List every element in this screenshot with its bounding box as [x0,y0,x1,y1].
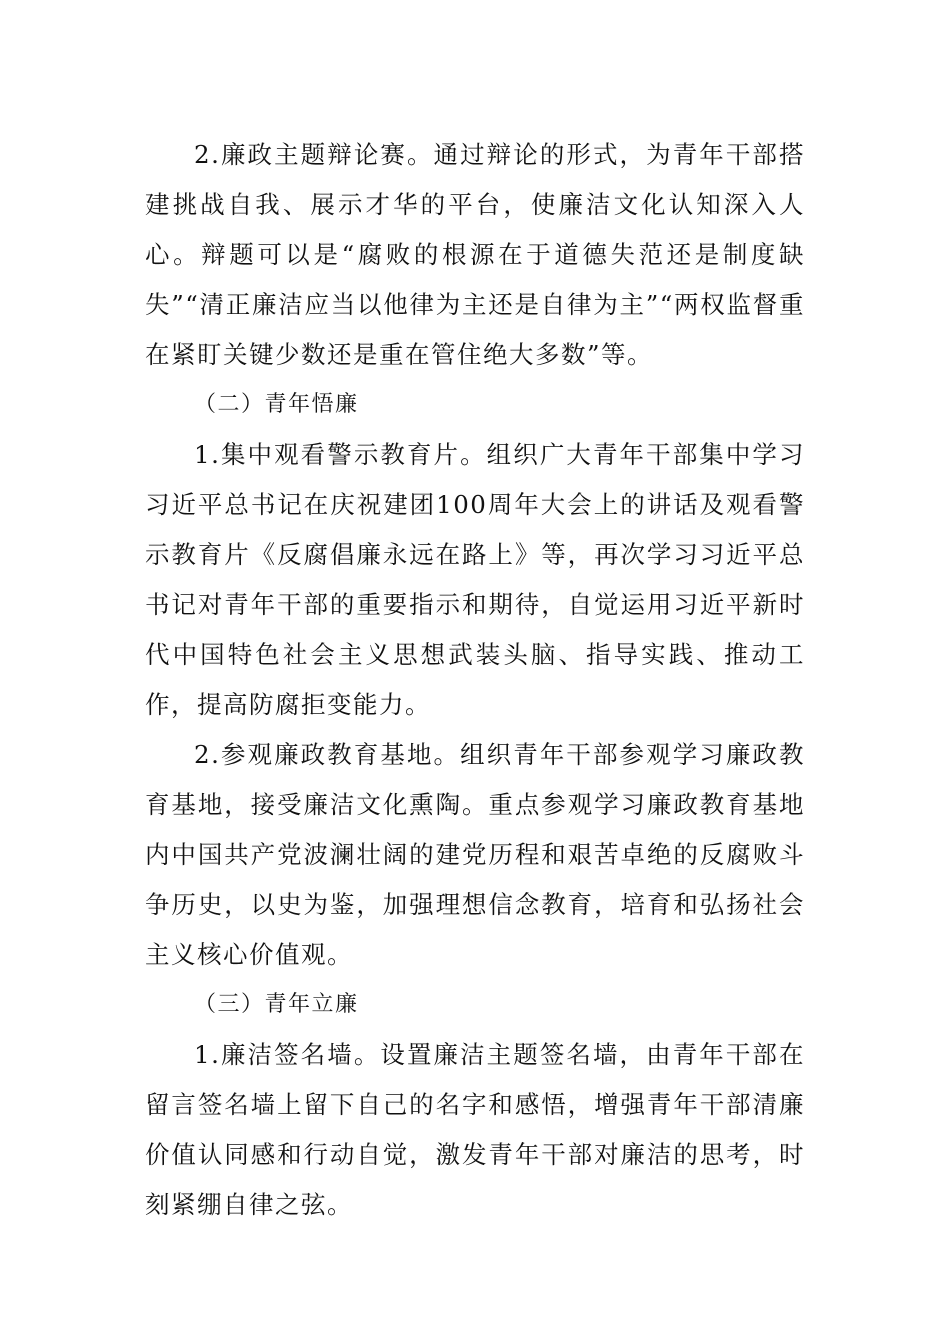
document-page [145,130,805,1230]
para-signature-wall: 1.廉洁签名墙。设置廉洁主题签名墙，由青年干部在留言签名墙上留下自己的名字和感悟，增强青年干部清廉价值认同感和行动自觉，激发青年干部对廉洁的思考，时刻紧绷自律之弦。 [145,1040,805,1219]
heading-youth-understand-integrity: （二）青年悟廉 [194,392,359,417]
para-warning-films: 1.集中观看警示教育片。组织广大青年干部集中学习习近平总书记在庆祝建团100周年大会上的讲话及观看警示教育片《反腐倡廉永远在路上》等，再次学习习近平总书记对青年干部的重要指示和期待，自觉运用习近平新时代中国特色社会主义思想武装头脑、指导实践、推动工作，提高防腐拒变能力。 [145,440,805,719]
para-debate-competition: 2.廉政主题辩论赛。通过辩论的形式，为青年干部搭建挑战自我、展示才华的平台，使廉洁文化认知深入人心。辩题可以是“腐败的根源在于道德失范还是制度缺失”“清正廉洁应当以他律为主还是自律为主”“两权监督重在紧盯关键少数还是重在管住绝大多数”等。 [145,140,805,369]
para-visit-base: 2.参观廉政教育基地。组织青年干部参观学习廉政教育基地，接受廉洁文化熏陶。重点参观学习廉政教育基地内中国共产党波澜壮阔的建党历程和艰苦卓绝的反腐败斗争历史，以史为鉴，加强理想信念教育，培育和弘扬社会主义核心价值观。 [145,740,805,969]
heading-youth-establish-integrity: （三）青年立廉 [194,992,359,1017]
